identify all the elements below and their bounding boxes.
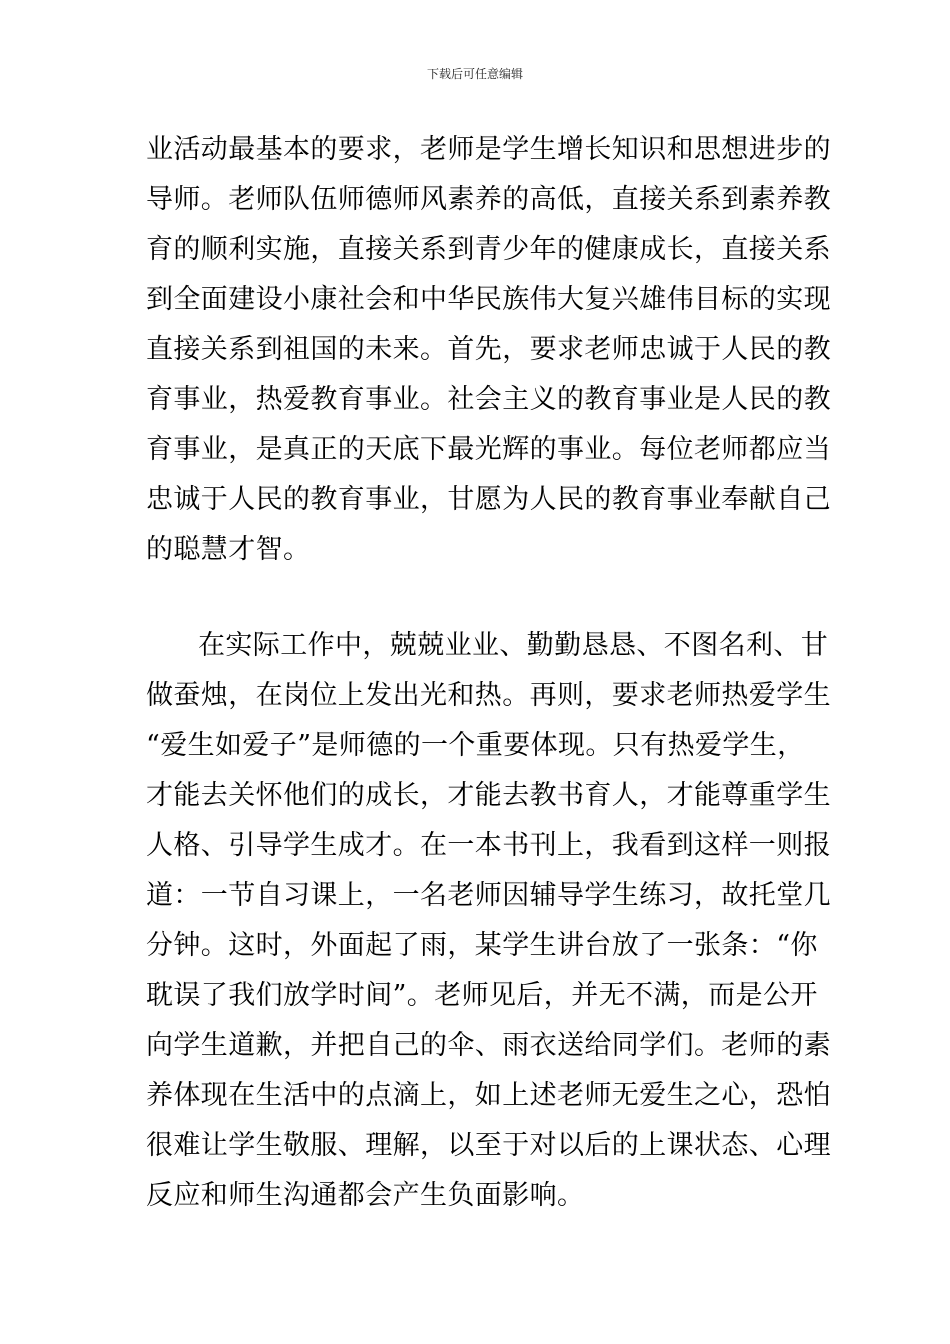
text-line: 业活动最基本的要求，老师是学生增长知识和思想进步的 [146, 134, 831, 165]
text-line: 养体现在生活中的点滴上，如上述老师无爱生之心，恐怕 [146, 1080, 831, 1111]
text-line: 很难让学生敬服、理解，以至于对以后的上课状态、心理 [146, 1130, 831, 1161]
text-line: 直接关系到祖国的未来。首先，要求老师忠诚于人民的教 [146, 334, 831, 365]
text-line: 耽误了我们放学时间”。老师见后，并无不满，而是公开 [146, 980, 818, 1011]
page-header: 下载后可任意编辑 [426, 67, 523, 81]
text-line: “爱生如爱子”是师德的一个重要体现。只有热爱学生， [146, 730, 805, 761]
text-line: 分钟。这时，外面起了雨，某学生讲台放了一张条：“你 [146, 930, 818, 961]
text-line: 向学生道歉，并把自己的伞、雨衣送给同学们。老师的素 [146, 1030, 831, 1061]
text-line: 育事业，是真正的天底下最光辉的事业。每位老师都应当 [146, 434, 831, 465]
text-line: 忠诚于人民的教育事业，甘愿为人民的教育事业奉献自己 [146, 484, 831, 515]
text-line: 人格、引导学生成才。在一本书刊上，我看到这样一则报 [146, 830, 831, 861]
text-line: 的聪慧才智。 [146, 534, 311, 565]
text-line: 育的顺利实施，直接关系到青少年的健康成长，直接关系 [146, 234, 831, 265]
text-line: 育事业，热爱教育事业。社会主义的教育事业是人民的教 [146, 384, 831, 415]
text-line: 做蚕烛，在岗位上发出光和热。再则，要求老师热爱学生 [146, 680, 831, 711]
text-line: 到全面建设小康社会和中华民族伟大复兴雄伟目标的实现 [146, 284, 831, 315]
text-line: 导师。老师队伍师德师风素养的高低，直接关系到素养教 [146, 184, 831, 215]
text-line: 道：一节自习课上，一名老师因辅导学生练习，故托堂几 [146, 880, 831, 911]
text-line: 在实际工作中，兢兢业业、勤勤恳恳、不图名利、甘 [198, 630, 829, 661]
text-line: 反应和师生沟通都会产生负面影响。 [146, 1180, 585, 1211]
text-line: 才能去关怀他们的成长，才能去教书育人，才能尊重学生 [146, 780, 831, 811]
